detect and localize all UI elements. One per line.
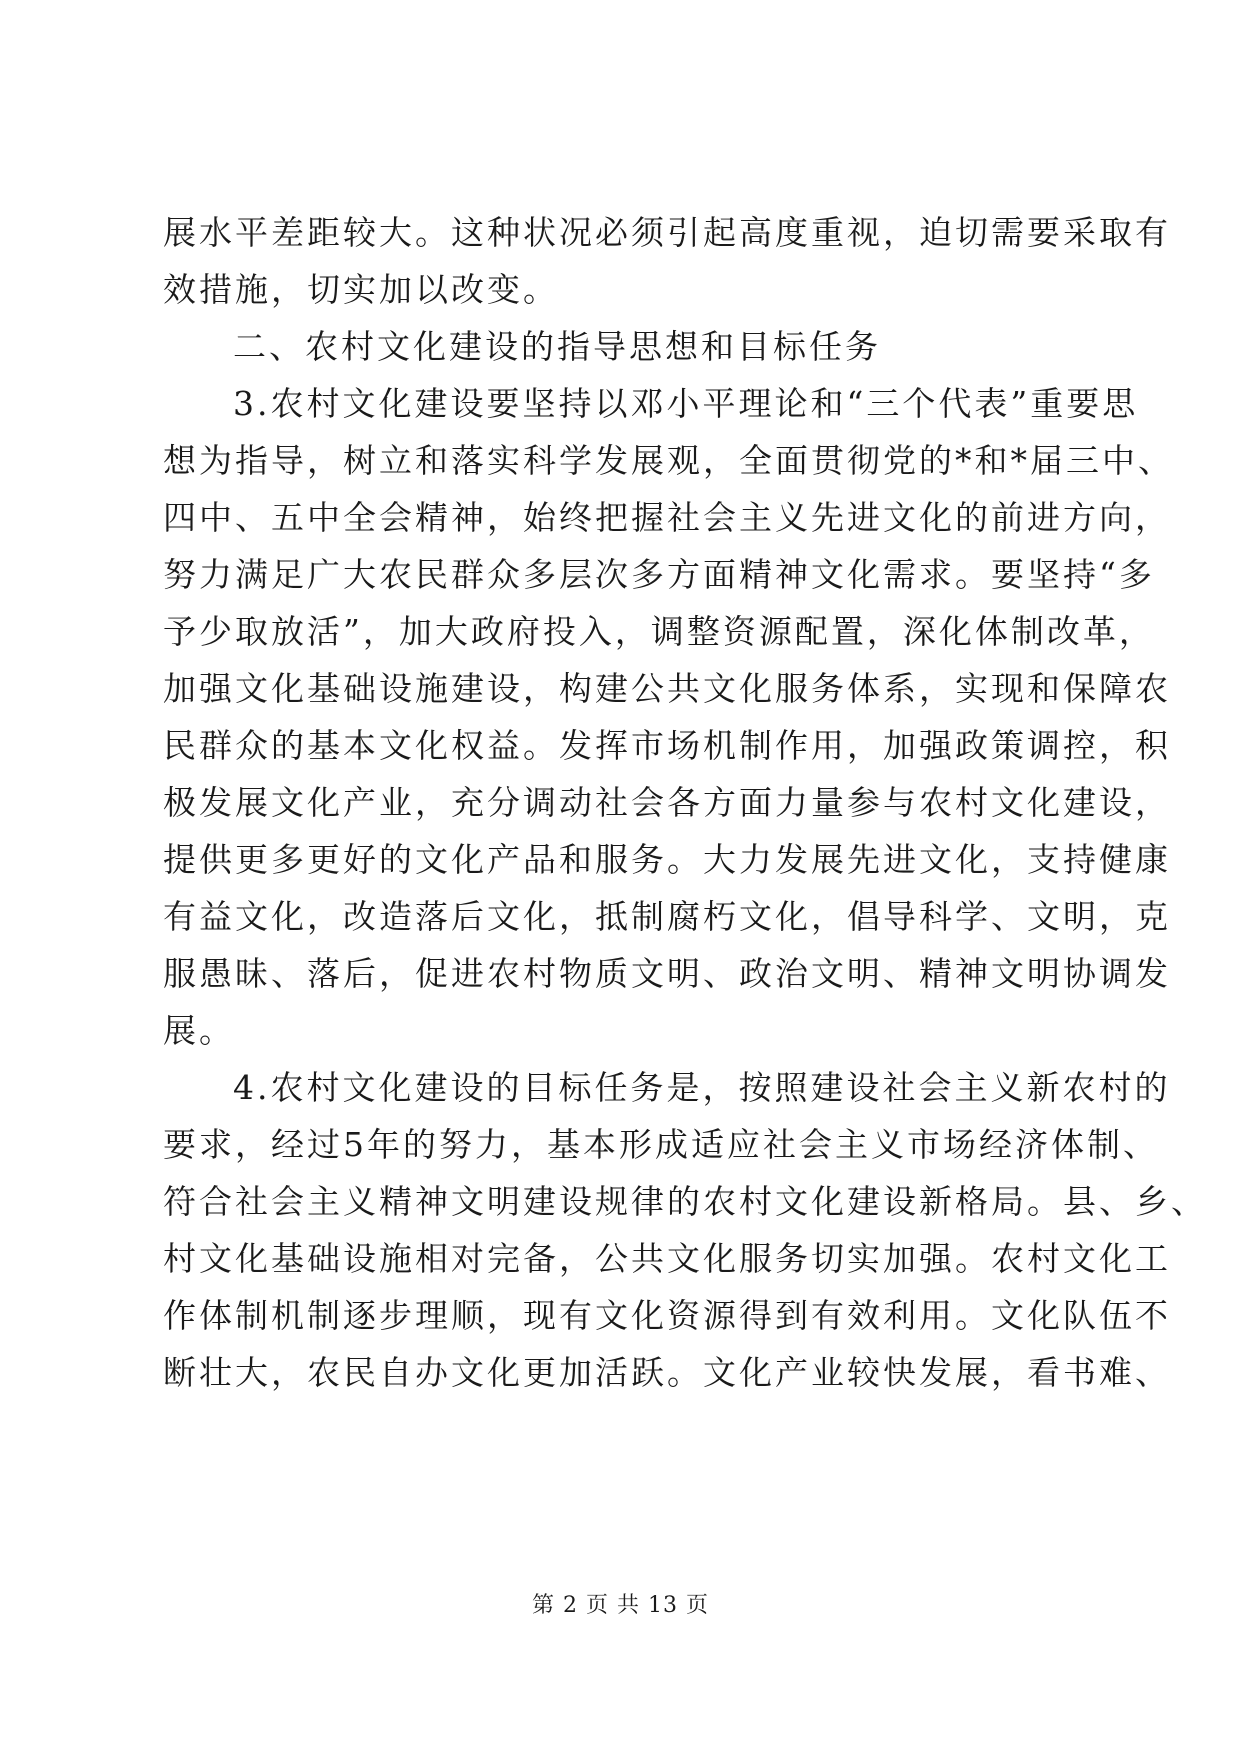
body-text-line: 要求，经过5年的努力，基本形成适应社会主义市场经济体制、	[163, 1125, 1159, 1164]
body-text-line: 断壮大，农民自办文化更加活跃。文化产业较快发展，看书难、	[163, 1353, 1171, 1392]
body-text-line: 效措施，切实加以改变。	[163, 270, 559, 309]
body-text-line: 村文化基础设施相对完备，公共文化服务切实加强。农村文化工	[163, 1239, 1171, 1278]
paragraph-4-start: 4.农村文化建设的目标任务是，按照建设社会主义新农村的	[233, 1068, 1171, 1107]
body-text-line: 服愚昧、落后，促进农村物质文明、政治文明、精神文明协调发	[163, 954, 1171, 993]
body-text-line: 符合社会主义精神文明建设规律的农村文化建设新格局。县、乡、	[163, 1182, 1207, 1221]
body-text-line: 极发展文化产业，充分调动社会各方面力量参与农村文化建设，	[163, 783, 1171, 822]
section-heading: 二、农村文化建设的指导思想和目标任务	[233, 327, 881, 366]
body-text-line: 展水平差距较大。这种状况必须引起高度重视，迫切需要采取有	[163, 213, 1171, 252]
body-text-line: 努力满足广大农民群众多层次多方面精神文化需求。要坚持“多	[163, 555, 1155, 594]
page-number-footer: 第 2 页 共 13 页	[532, 1593, 709, 1618]
body-text-line: 想为指导，树立和落实科学发展观，全面贯彻党的*和*届三中、	[163, 441, 1174, 480]
paragraph-3-start: 3.农村文化建设要坚持以邓小平理论和“三个代表”重要思	[233, 384, 1139, 423]
body-text-line: 四中、五中全会精神，始终把握社会主义先进文化的前进方向，	[163, 498, 1171, 537]
body-text-line: 作体制机制逐步理顺，现有文化资源得到有效利用。文化队伍不	[163, 1296, 1171, 1335]
body-text-line: 提供更多更好的文化产品和服务。大力发展先进文化，支持健康	[163, 840, 1171, 879]
body-text-line: 展。	[163, 1011, 235, 1050]
body-text-line: 有益文化，改造落后文化，抵制腐朽文化，倡导科学、文明，克	[163, 897, 1171, 936]
body-text-line: 予少取放活”，加大政府投入，调整资源配置，深化体制改革，	[163, 612, 1155, 651]
body-text-line: 加强文化基础设施建设，构建公共文化服务体系，实现和保障农	[163, 669, 1171, 708]
body-text-line: 民群众的基本文化权益。发挥市场机制作用，加强政策调控，积	[163, 726, 1171, 765]
